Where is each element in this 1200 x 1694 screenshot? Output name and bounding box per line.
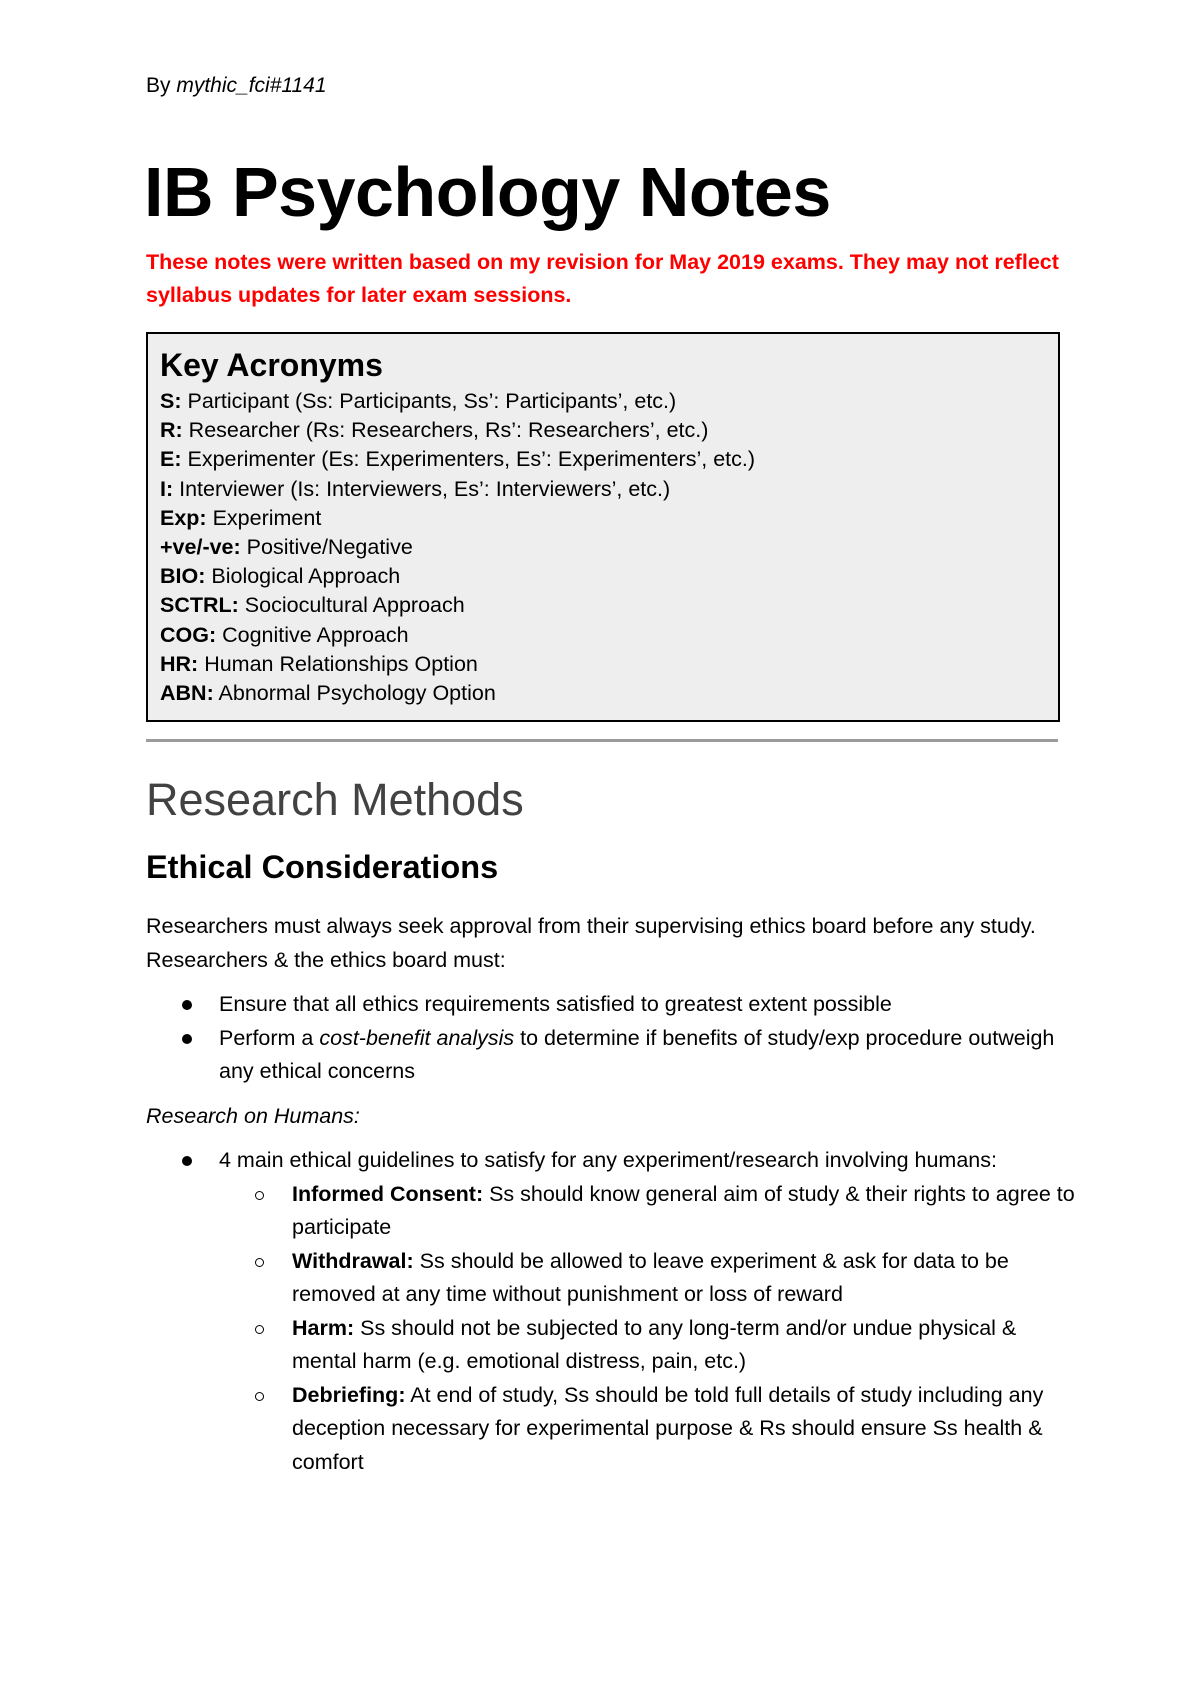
acronym-term: BIO: bbox=[160, 564, 206, 589]
key-acronyms-box bbox=[146, 332, 1060, 722]
horizontal-divider bbox=[146, 739, 1058, 742]
acronym-term: I: bbox=[160, 476, 174, 501]
acronym-item bbox=[160, 591, 1046, 620]
acronym-item bbox=[160, 504, 1046, 533]
hollow-bullet-icon bbox=[255, 1392, 264, 1401]
subsection-heading: Ethical Considerations bbox=[146, 849, 499, 885]
bullet-text: Perform a bbox=[219, 1025, 320, 1050]
humans-bullet-list bbox=[146, 1144, 1076, 1479]
ethics-bullet-list bbox=[146, 988, 1076, 1089]
byline-author: mythic_fci#1141 bbox=[176, 74, 327, 97]
acronym-meaning: Abnormal Psychology Option bbox=[213, 681, 496, 706]
guideline-text: Ss should know general aim of study & their rights to agree to participate bbox=[292, 1181, 1075, 1239]
bullet-icon bbox=[182, 1034, 192, 1044]
acronym-item bbox=[160, 475, 1046, 504]
acronym-meaning: Interviewer (Is: Interviewers, Es’: Interviewers’, etc.) bbox=[173, 476, 671, 501]
acronym-meaning: Cognitive Approach bbox=[216, 622, 409, 647]
guideline-text: Ss should be allowed to leave experiment & ask for data to be removed at any time without punishment or loss of reward bbox=[292, 1248, 1009, 1306]
guideline-item bbox=[219, 1178, 1076, 1245]
guideline-item bbox=[219, 1245, 1076, 1312]
acronym-term: R: bbox=[160, 418, 183, 443]
acronym-item bbox=[160, 679, 1046, 708]
revision-notice: These notes were written based on my revision for May 2019 exams. They may not reflect syllabus updates for later exam sessions. bbox=[146, 250, 1059, 307]
list-item bbox=[146, 1144, 1076, 1479]
acronym-term: COG: bbox=[160, 622, 217, 647]
guideline-item bbox=[219, 1379, 1076, 1480]
bullet-text: to determine if benefits of study/exp procedure outweigh any ethical concerns bbox=[219, 1025, 1055, 1083]
acronym-term: E: bbox=[160, 447, 182, 472]
byline-prefix: By bbox=[146, 74, 177, 97]
list-item bbox=[146, 1022, 1076, 1089]
acronym-item bbox=[160, 562, 1046, 591]
acronym-term: ABN: bbox=[160, 681, 214, 706]
acronym-meaning: Biological Approach bbox=[205, 564, 401, 589]
key-acronyms-heading: Key Acronyms bbox=[160, 347, 383, 383]
acronym-item bbox=[160, 445, 1046, 474]
guideline-term: Harm: bbox=[292, 1315, 355, 1340]
byline bbox=[146, 72, 327, 100]
acronym-meaning: Researcher (Rs: Researchers, Rs’: Researchers’, etc.) bbox=[182, 418, 709, 443]
bullet-emphasis: cost-benefit analysis bbox=[319, 1025, 515, 1050]
bullet-text: Ensure that all ethics requirements satisfied to greatest extent possible bbox=[219, 992, 892, 1016]
bullet-text: 4 main ethical guidelines to satisfy for any experiment/research involving humans: bbox=[219, 1148, 997, 1172]
bullet-icon bbox=[182, 1156, 192, 1166]
page-title: IB Psychology Notes bbox=[144, 153, 831, 231]
hollow-bullet-icon bbox=[255, 1325, 264, 1334]
acronym-term: +ve/-ve: bbox=[160, 535, 241, 560]
acronym-list bbox=[160, 387, 1046, 708]
acronym-item bbox=[160, 533, 1046, 562]
acronym-term: Exp: bbox=[160, 505, 207, 530]
acronym-item bbox=[160, 650, 1046, 679]
acronym-meaning: Participant (Ss: Participants, Ss’: Participants’, etc.) bbox=[181, 389, 677, 413]
acronym-meaning: Sociocultural Approach bbox=[238, 593, 465, 618]
section-heading: Research Methods bbox=[146, 774, 524, 825]
guideline-term: Informed Consent: bbox=[292, 1181, 484, 1206]
guideline-term: Withdrawal: bbox=[292, 1248, 414, 1273]
acronym-item bbox=[160, 387, 1046, 416]
list-item bbox=[146, 988, 1076, 1022]
acronym-item bbox=[160, 621, 1046, 650]
acronym-term: HR: bbox=[160, 651, 199, 676]
acronym-meaning: Experiment bbox=[206, 505, 322, 530]
hollow-bullet-icon bbox=[255, 1258, 264, 1267]
acronym-item bbox=[160, 416, 1046, 445]
acronym-term: S: bbox=[160, 389, 182, 413]
acronym-term: SCTRL: bbox=[160, 593, 239, 618]
acronym-meaning: Experimenter (Es: Experimenters, Es’: Experimenters’, etc.) bbox=[181, 447, 756, 472]
guideline-text: At end of study, Ss should be told full details of study including any deception necessary for experimental purpose & Rs should ensure Ss health & comfort bbox=[292, 1382, 1044, 1474]
intro-paragraph: Researchers must always seek approval from their supervising ethics board before any study. Researchers & the ethics board must: bbox=[146, 914, 1036, 972]
guideline-text: Ss should not be subjected to any long-term and/or undue physical & mental harm (e.g. emotional distress, pain, etc.) bbox=[292, 1315, 1017, 1373]
guideline-term: Debriefing: bbox=[292, 1382, 406, 1407]
hollow-bullet-icon bbox=[255, 1191, 264, 1200]
research-on-humans-label: Research on Humans: bbox=[146, 1103, 360, 1128]
guideline-item bbox=[219, 1312, 1076, 1379]
guidelines-sublist bbox=[219, 1178, 1076, 1480]
bullet-icon bbox=[182, 1000, 192, 1010]
acronym-meaning: Positive/Negative bbox=[240, 535, 413, 560]
acronym-meaning: Human Relationships Option bbox=[198, 651, 478, 676]
section-body bbox=[146, 910, 1076, 1490]
